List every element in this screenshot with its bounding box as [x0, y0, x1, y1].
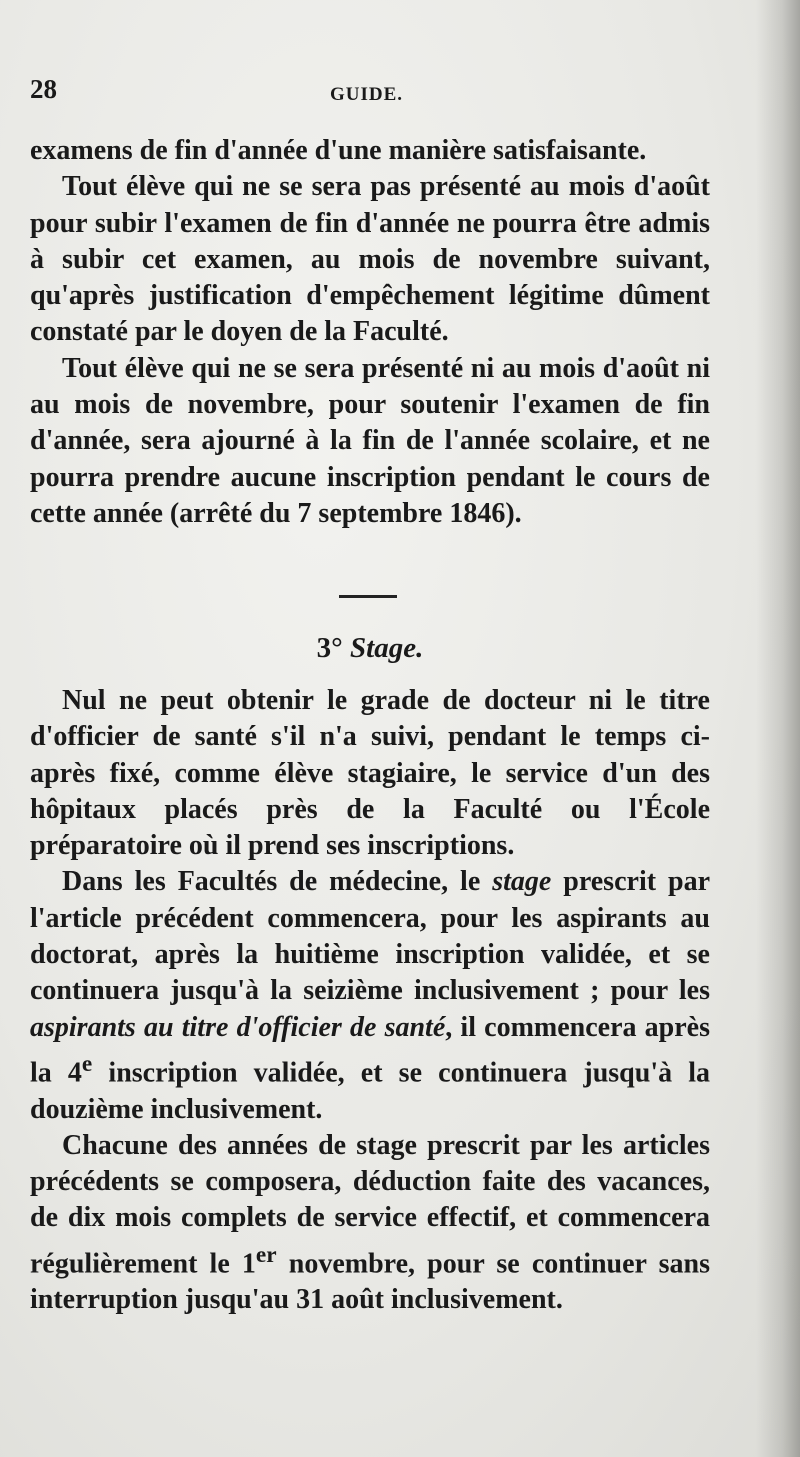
page-edge-shadow [756, 0, 800, 1457]
text-run: Chacune des années de stage prescrit par les articles précédents se composera, déduction faite des vacances, de dix mois complets de service effectif, et commencera régulièrement le 1 [30, 1129, 710, 1280]
text-block-stage [30, 683, 710, 1319]
text-run: Dans les Facultés de médecine, le [62, 866, 493, 898]
paragraph-august-exam: Tout élève qui ne se sera pas présenté au mois d'août pour subir l'examen de fin d'année ne pourra être admis à subir cet examen, au mois de novembre suivant, qu'après justification d'empêchement légitime dûment constaté par le doyen de la Faculté. [30, 171, 710, 348]
superscript: er [255, 1241, 277, 1268]
superscript: e [81, 1050, 93, 1077]
text-run: novembre, pour se continuer sans interruption jusqu'au 31 août inclusivement. [30, 1248, 710, 1316]
emphasis-aspirants: aspirants au titre d'officier de santé [30, 1011, 446, 1043]
paragraph-adjournment: Tout élève qui ne se sera présenté ni au mois d'août ni au mois de novembre, pour soutenir l'examen de fin d'année, sera ajourné à la fin de l'année scolaire, et ne pourra prendre aucune inscription pendant le cours de cette année (arrêté du 7 septembre 1846). [30, 352, 710, 529]
text-run: , il commencera après la 4 [30, 1011, 711, 1089]
section-title: Stage. [350, 632, 424, 664]
section-heading [0, 632, 740, 665]
text-run: inscription validée, et se continuera jusqu'à la douzième inclusivement. [30, 1057, 711, 1125]
section-divider [339, 595, 397, 598]
paragraph-continuation: examens de fin d'année d'une manière satisfaisante. [30, 135, 647, 166]
page-number: 28 [30, 74, 57, 104]
page-header [30, 74, 730, 114]
paragraph-stage-duration [30, 1128, 710, 1319]
paragraph-stage-timing [30, 864, 710, 1127]
emphasis-stage: stage [492, 866, 552, 898]
section-number: 3° [316, 632, 343, 664]
paragraph-stage-requirement: Nul ne peut obtenir le grade de docteur ni le titre d'officier de santé s'il n'a suivi, pendant le temps ci-après fixé, comme élève stagiaire, le service d'un des hôpitaux placés près de la Faculté ou l'École préparatoire où il prend ses inscriptions. [30, 685, 710, 862]
text-run: prescrit par l'article précédent commencera, pour les aspirants au doctorat, après la huitième inscription validée, et se continuera jusqu'à la seizième inclusivement ; pour les [30, 866, 710, 1007]
running-title: GUIDE. [330, 84, 404, 105]
text-block-top [30, 133, 710, 532]
